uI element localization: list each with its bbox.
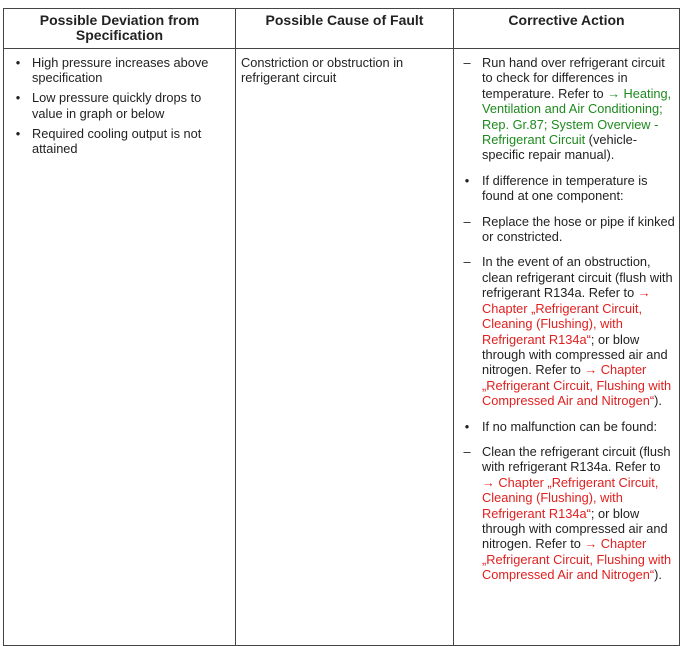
list-item: • Required cooling output is not attained [8, 126, 231, 157]
list-item: • High pressure increases above specification [8, 55, 231, 86]
chapter-link-flushing[interactable]: → Chapter „Refrigerant Circuit, Flushing with Compressed Air and Nitrogen“ [482, 362, 672, 409]
dash-marker: – [463, 443, 471, 459]
bullet-icon: • [15, 55, 21, 70]
table-row [4, 49, 680, 646]
header-cause: Possible Cause of Fault [236, 9, 454, 49]
header-row [4, 9, 680, 49]
list-item: • Low pressure quickly drops to value in graph or below [8, 90, 231, 121]
header-deviation: Possible Deviation from Specification [4, 9, 236, 49]
dash-marker: – [463, 55, 471, 70]
list-item: – Clean the refrigerant circuit (flush with refrigerant R134a. Refer to → Chapter „Refrigerant Circuit, Cleaning (Flushing), with Refrigerant R134a“; or blow through with compressed air and nitrogen. Refer to → Chapter „Refrigerant Circuit, Flushing with Compressed Air and Nitrogen“). [458, 444, 675, 583]
deviation-cell [4, 49, 236, 646]
chapter-link-cleaning[interactable]: → Chapter „Refrigerant Circuit, Cleaning (Flushing), with Refrigerant R134a“ [482, 474, 659, 521]
cause-cell [236, 49, 454, 646]
action-list [458, 55, 675, 583]
dash-marker: – [463, 254, 471, 270]
list-item: – Replace the hose or pipe if kinked or constricted. [458, 214, 675, 245]
list-item: • If no malfunction can be found: [458, 419, 675, 434]
action-cell [454, 49, 680, 646]
cause-text: Constriction or obstruction in refrigerant circuit [241, 55, 404, 86]
manual-link[interactable]: → Heating, Ventilation and Air Conditioning; Rep. Gr.87; System Overview - Refrigerant Circuit [482, 85, 672, 148]
bullet-icon: • [15, 90, 21, 106]
chapter-link-cleaning[interactable]: → Chapter „Refrigerant Circuit, Cleaning (Flushing), with Refrigerant R134a“ [482, 285, 651, 347]
dash-marker: – [463, 213, 471, 229]
bullet-icon: • [15, 125, 21, 141]
list-item: – In the event of an obstruction, clean refrigerant circuit (flush with refrigerant R134a. Refer to → Chapter „Refrigerant Circuit, Cleaning (Flushing), with Refrigerant R134a“; or blow through with compressed air and nitrogen. Refer to → Chapter „Refrigerant Circuit, Flushing with Compressed Air and Nitrogen“). [458, 254, 675, 408]
header-corrective-action: Corrective Action [454, 9, 680, 49]
troubleshooting-table [3, 8, 680, 646]
bullet-icon: • [464, 172, 470, 188]
list-item: – Run hand over refrigerant circuit to check for differences in temperature. Refer to → Heating, Ventilation and Air Conditioning; Rep. Gr.87; System Overview - Refrigerant Circuit (vehicle-specific repair manual). [458, 55, 675, 163]
deviation-list [8, 55, 231, 157]
chapter-link-flushing[interactable]: → Chapter „Refrigerant Circuit, Flushing with Compressed Air and Nitrogen“ [482, 536, 672, 583]
list-item: • If difference in temperature is found at one component: [458, 173, 675, 204]
bullet-icon: • [464, 418, 470, 434]
